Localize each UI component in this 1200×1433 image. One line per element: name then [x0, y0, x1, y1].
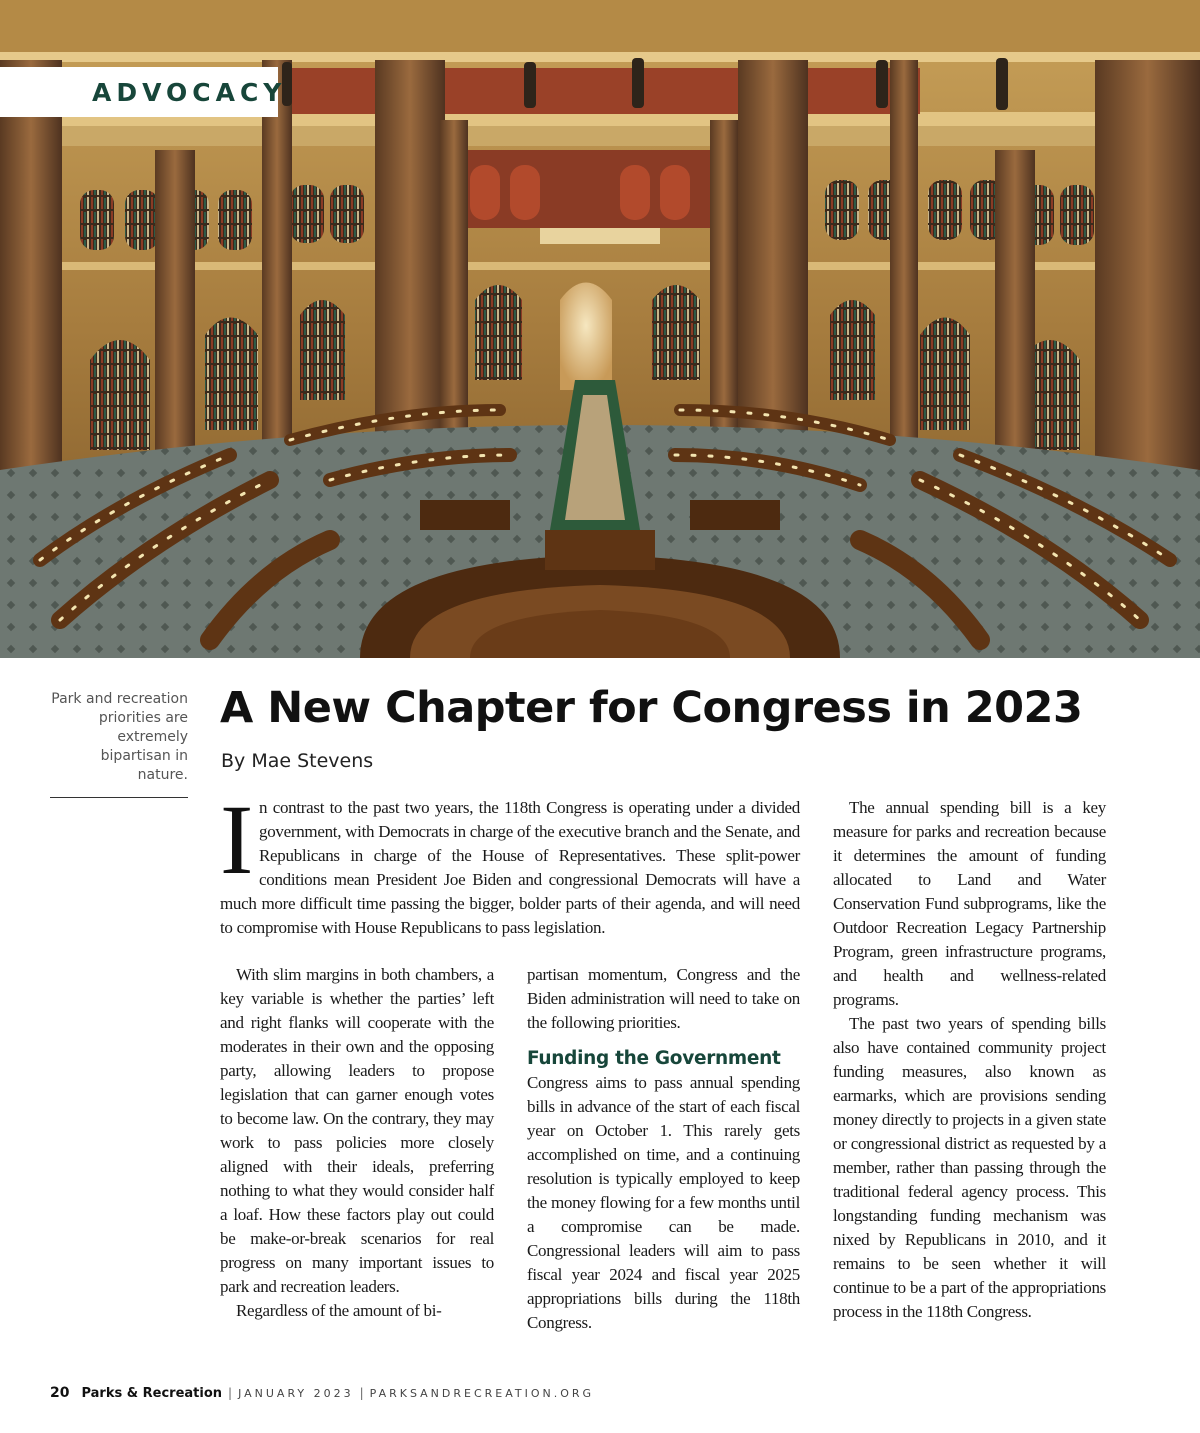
paragraph: The annual spending bill is a key measure for parks and recreation because it determines the amount of funding allocated to Land and Water Conservation Fund subprograms, like the Outdoor Recreation Legacy Partnership Program, green infrastructure programs, and health and wellness-related programs. — [833, 798, 1106, 1009]
section-label-text: ADVOCACY — [92, 77, 287, 107]
paragraph: Regardless of the amount of bi- — [236, 1301, 442, 1320]
article-headline: A New Chapter for Congress in 2023 — [220, 683, 1083, 733]
column-3 — [833, 796, 1106, 1324]
hero-image — [0, 0, 1200, 658]
column-2 — [527, 963, 800, 1335]
byline: By Mae Stevens — [221, 750, 374, 772]
issue-date: JANUARY 2023 — [238, 1386, 354, 1400]
page-number: 20 — [50, 1385, 70, 1401]
publication-name: Parks & Recreation — [81, 1385, 223, 1401]
paragraph: Congress aims to pass annual spending bills in advance of the start of each fiscal year on October 1. This rarely gets accomplished on time, and a continuing resolution is typically employed to keep the money flowing for a few months until a compromise can be made. Congressional leaders will aim to pass fiscal year 2024 and fiscal year 2025 appropriations bills during the 118th Congress. — [527, 1073, 800, 1332]
footer-separator: | — [359, 1386, 364, 1400]
website-url: PARKSANDRECREATION.ORG — [369, 1386, 595, 1400]
subheading-funding: Funding the Government — [527, 1048, 781, 1069]
paragraph: With slim margins in both chambers, a key variable is whether the parties’ left and right flanks will cooperate with the moderates in their own and the opposing party, allowing leaders to propose legislation that can garner enough votes to become law. On the contrary, they may work to pass policies more closely aligned with their ideals, preferring nothing to what they would consider half a loaf. How these factors play out could be make-or-break scenarios for real progress on many important issues to park and recreation leaders. — [220, 965, 494, 1296]
pull-quote: Park and recreation priorities are extremely bipartisan in nature. — [50, 690, 188, 798]
drop-cap: I — [220, 784, 254, 895]
section-label — [0, 67, 287, 117]
page-footer — [50, 1383, 594, 1403]
paragraph: partisan momentum, Congress and the Biden administration will need to take on the following priorities. — [527, 965, 800, 1032]
paragraph: The past two years of spending bills also have contained community project funding measures, also known as earmarks, which are provisions sending money directly to projects in a given state or congressional district as requested by a member, rather than passing through the traditional federal agency process. This longstanding funding mechanism was nixed by Republicans in 2010, and it remains to be seen whether it will continue to be a part of the appropriations process in the 118th Congress. — [833, 1014, 1106, 1321]
footer-separator: | — [228, 1386, 233, 1400]
intro-text: n contrast to the past two years, the 118th Congress is operating under a divided government, with Democrats in charge of the executive branch and the Senate, and Republicans in charge of the House of Representatives. These split-power conditions mean President Joe Biden and congressional Democrats will have a much more difficult time passing the bigger, bolder parts of their agenda, and will need to compromise with House Republicans to pass legislation. — [220, 798, 800, 937]
intro-paragraph — [220, 784, 800, 940]
column-1 — [220, 963, 494, 1323]
